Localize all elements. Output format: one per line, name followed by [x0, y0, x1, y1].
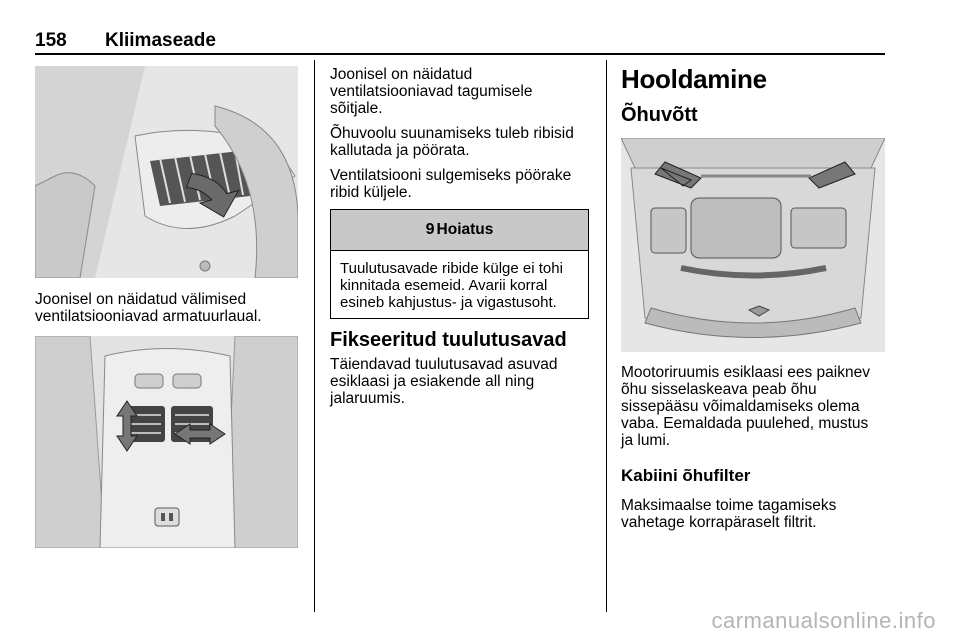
chapter-title: Kliimaseade: [105, 30, 216, 51]
caption-dashboard-vents: Joonisel on näidatud välimised ventilatsiooniavad armatuurlaual.: [35, 291, 262, 325]
page-header: [35, 22, 885, 52]
page-number: 158: [35, 30, 67, 51]
warning-box: [330, 209, 589, 319]
air-intake-paragraph: Mootoriruumis esiklaasi ees paiknev õhu sisselaskeava peab õhu sissepääsu võimaldamiseks olema vaba. Eemaldada puulehed, mustus ja lumi.: [621, 364, 870, 449]
warning-triangle-icon: 9: [425, 221, 435, 238]
rear-vents-paragraph: Joonisel on näidatud ventilatsiooniavad tagumisele sõitjale.: [330, 66, 533, 117]
air-intake-heading: Õhuvõtt: [621, 104, 698, 126]
cabin-filter-heading: Kabiini õhufilter: [621, 466, 751, 485]
column-divider-1: [314, 60, 315, 612]
warning-text: Tuulutusavade ribide külge ei tohi kinnitada esemeid. Avarii korral esineb kahjustus- ja vigastusoht.: [340, 260, 563, 311]
column-divider-2: [606, 60, 607, 612]
engine-bay-illustration: [621, 138, 885, 352]
cabin-filter-paragraph: Maksimaalse toime tagamiseks vahetage korrapäraselt filtrit.: [621, 497, 837, 531]
fixed-vents-heading: Fikseeritud tuulutusavad: [330, 329, 567, 351]
fixed-vents-paragraph: Täiendavad tuulutusavad asuvad esiklaasi ja esiakende all ning jalaruumis.: [330, 356, 558, 407]
warning-header: [331, 210, 588, 251]
watermark: carmanualsonline.info: [711, 608, 936, 633]
header-rule: [35, 53, 885, 55]
rear-vent-illustration: [35, 336, 298, 548]
airflow-paragraph: Õhuvoolu suunamiseks tuleb ribisid kallutada ja pöörata.: [330, 125, 574, 159]
maintenance-heading: Hooldamine: [621, 64, 767, 94]
warning-title: Hoiatus: [436, 221, 494, 238]
dashboard-vent-illustration: [35, 66, 298, 278]
close-vent-paragraph: Ventilatsiooni sulgemiseks pöörake ribid küljele.: [330, 167, 572, 201]
